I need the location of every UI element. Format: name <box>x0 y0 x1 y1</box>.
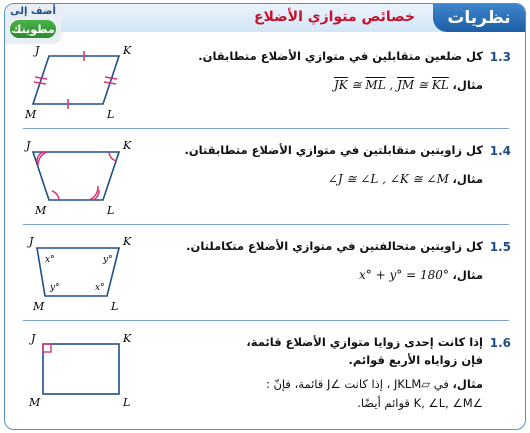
theorem-number: 1.4 <box>489 144 511 158</box>
theorem-number: 1.3 <box>489 50 511 64</box>
foldable-pill[interactable]: مطويتك <box>10 20 56 38</box>
theorems-card <box>4 3 526 430</box>
theorem-1-3 <box>5 34 525 126</box>
vertex-label-l: L <box>107 108 115 121</box>
example-math: $\overline{JK}$ ≅ $\overline{ML}$ , $\overline{JM}$ ≅ $\overline{KL}$ <box>333 78 449 92</box>
angle-label-k: y° <box>103 255 113 265</box>
section-divider <box>23 224 509 225</box>
example-label: مثال، <box>452 377 483 391</box>
parallelogram-sides-figure <box>23 38 143 122</box>
vertex-label-m: M <box>33 300 45 313</box>
rectangle-figure <box>23 326 143 416</box>
vertex-label-l: L <box>107 204 115 217</box>
parallelogram-angles-figure <box>23 134 143 218</box>
vertex-label-l: L <box>111 300 119 313</box>
example-math: x° + y° = 180° <box>359 268 449 282</box>
parallelogram-supplementary-figure <box>23 230 143 314</box>
theorem-1-4 <box>5 130 525 222</box>
example-math: ∠J ≅ ∠L , ∠K ≅ ∠M <box>327 172 449 186</box>
theorem-statement: كل ضلعين متقابلين في متوازي الأضلاع متطابقان. <box>198 49 483 63</box>
vertex-label-j: J <box>35 44 40 57</box>
vertex-label-m: M <box>35 204 47 217</box>
theorem-example <box>359 268 483 282</box>
section-divider <box>23 128 509 129</box>
theorem-example-line2: ∠K, ∠L, ∠M قوائم أيضًا. <box>357 396 483 410</box>
section-divider <box>23 320 509 321</box>
theorem-example <box>334 78 483 92</box>
example-label: مثال، <box>452 172 483 186</box>
theorem-example-line1 <box>266 377 483 391</box>
vertex-label-j: J <box>26 139 31 152</box>
example-label: مثال، <box>452 268 483 282</box>
theorem-number: 1.5 <box>489 240 511 254</box>
card-header <box>5 4 525 36</box>
vertex-label-k: K <box>123 44 132 57</box>
angle-label-j: x° <box>45 255 55 265</box>
theorem-statement-line2: فإن زواياه الأربع قوائم. <box>348 353 483 367</box>
vertex-label-k: K <box>123 235 132 248</box>
vertex-label-k: K <box>123 332 132 345</box>
section-title: خصائص متوازي الأضلاع <box>253 9 415 25</box>
badge-top-text: أضف إلى <box>10 6 56 17</box>
vertex-label-k: K <box>123 139 132 152</box>
theorem-number: 1.6 <box>489 336 511 350</box>
vertex-label-l: L <box>123 396 131 409</box>
angle-label-l: x° <box>95 283 105 293</box>
theorem-statement: كل زاويتين متحالفتين في متوازي الأضلاع متكاملتان. <box>186 239 483 253</box>
theorems-tab: نظريات <box>433 4 525 32</box>
vertex-label-m: M <box>25 108 37 121</box>
theorem-1-6 <box>5 322 525 426</box>
theorem-1-5 <box>5 226 525 318</box>
angle-label-m: y° <box>50 283 60 293</box>
example-label: مثال، <box>452 78 483 92</box>
vertex-label-m: M <box>29 396 41 409</box>
theorem-statement: كل زاويتين متقابلتين في متوازي الأضلاع متطابقتان. <box>184 143 483 157</box>
vertex-label-j: J <box>29 235 34 248</box>
theorem-statement-line1: إذا كانت إحدى زوايا متوازي الأضلاع قائمة، <box>246 335 483 349</box>
example-text-line1: في ▱JKLM ، إذا كانت ∠J قائمة، فإنّ : <box>265 377 449 391</box>
vertex-label-j: J <box>31 332 36 345</box>
theorem-example <box>328 172 483 186</box>
